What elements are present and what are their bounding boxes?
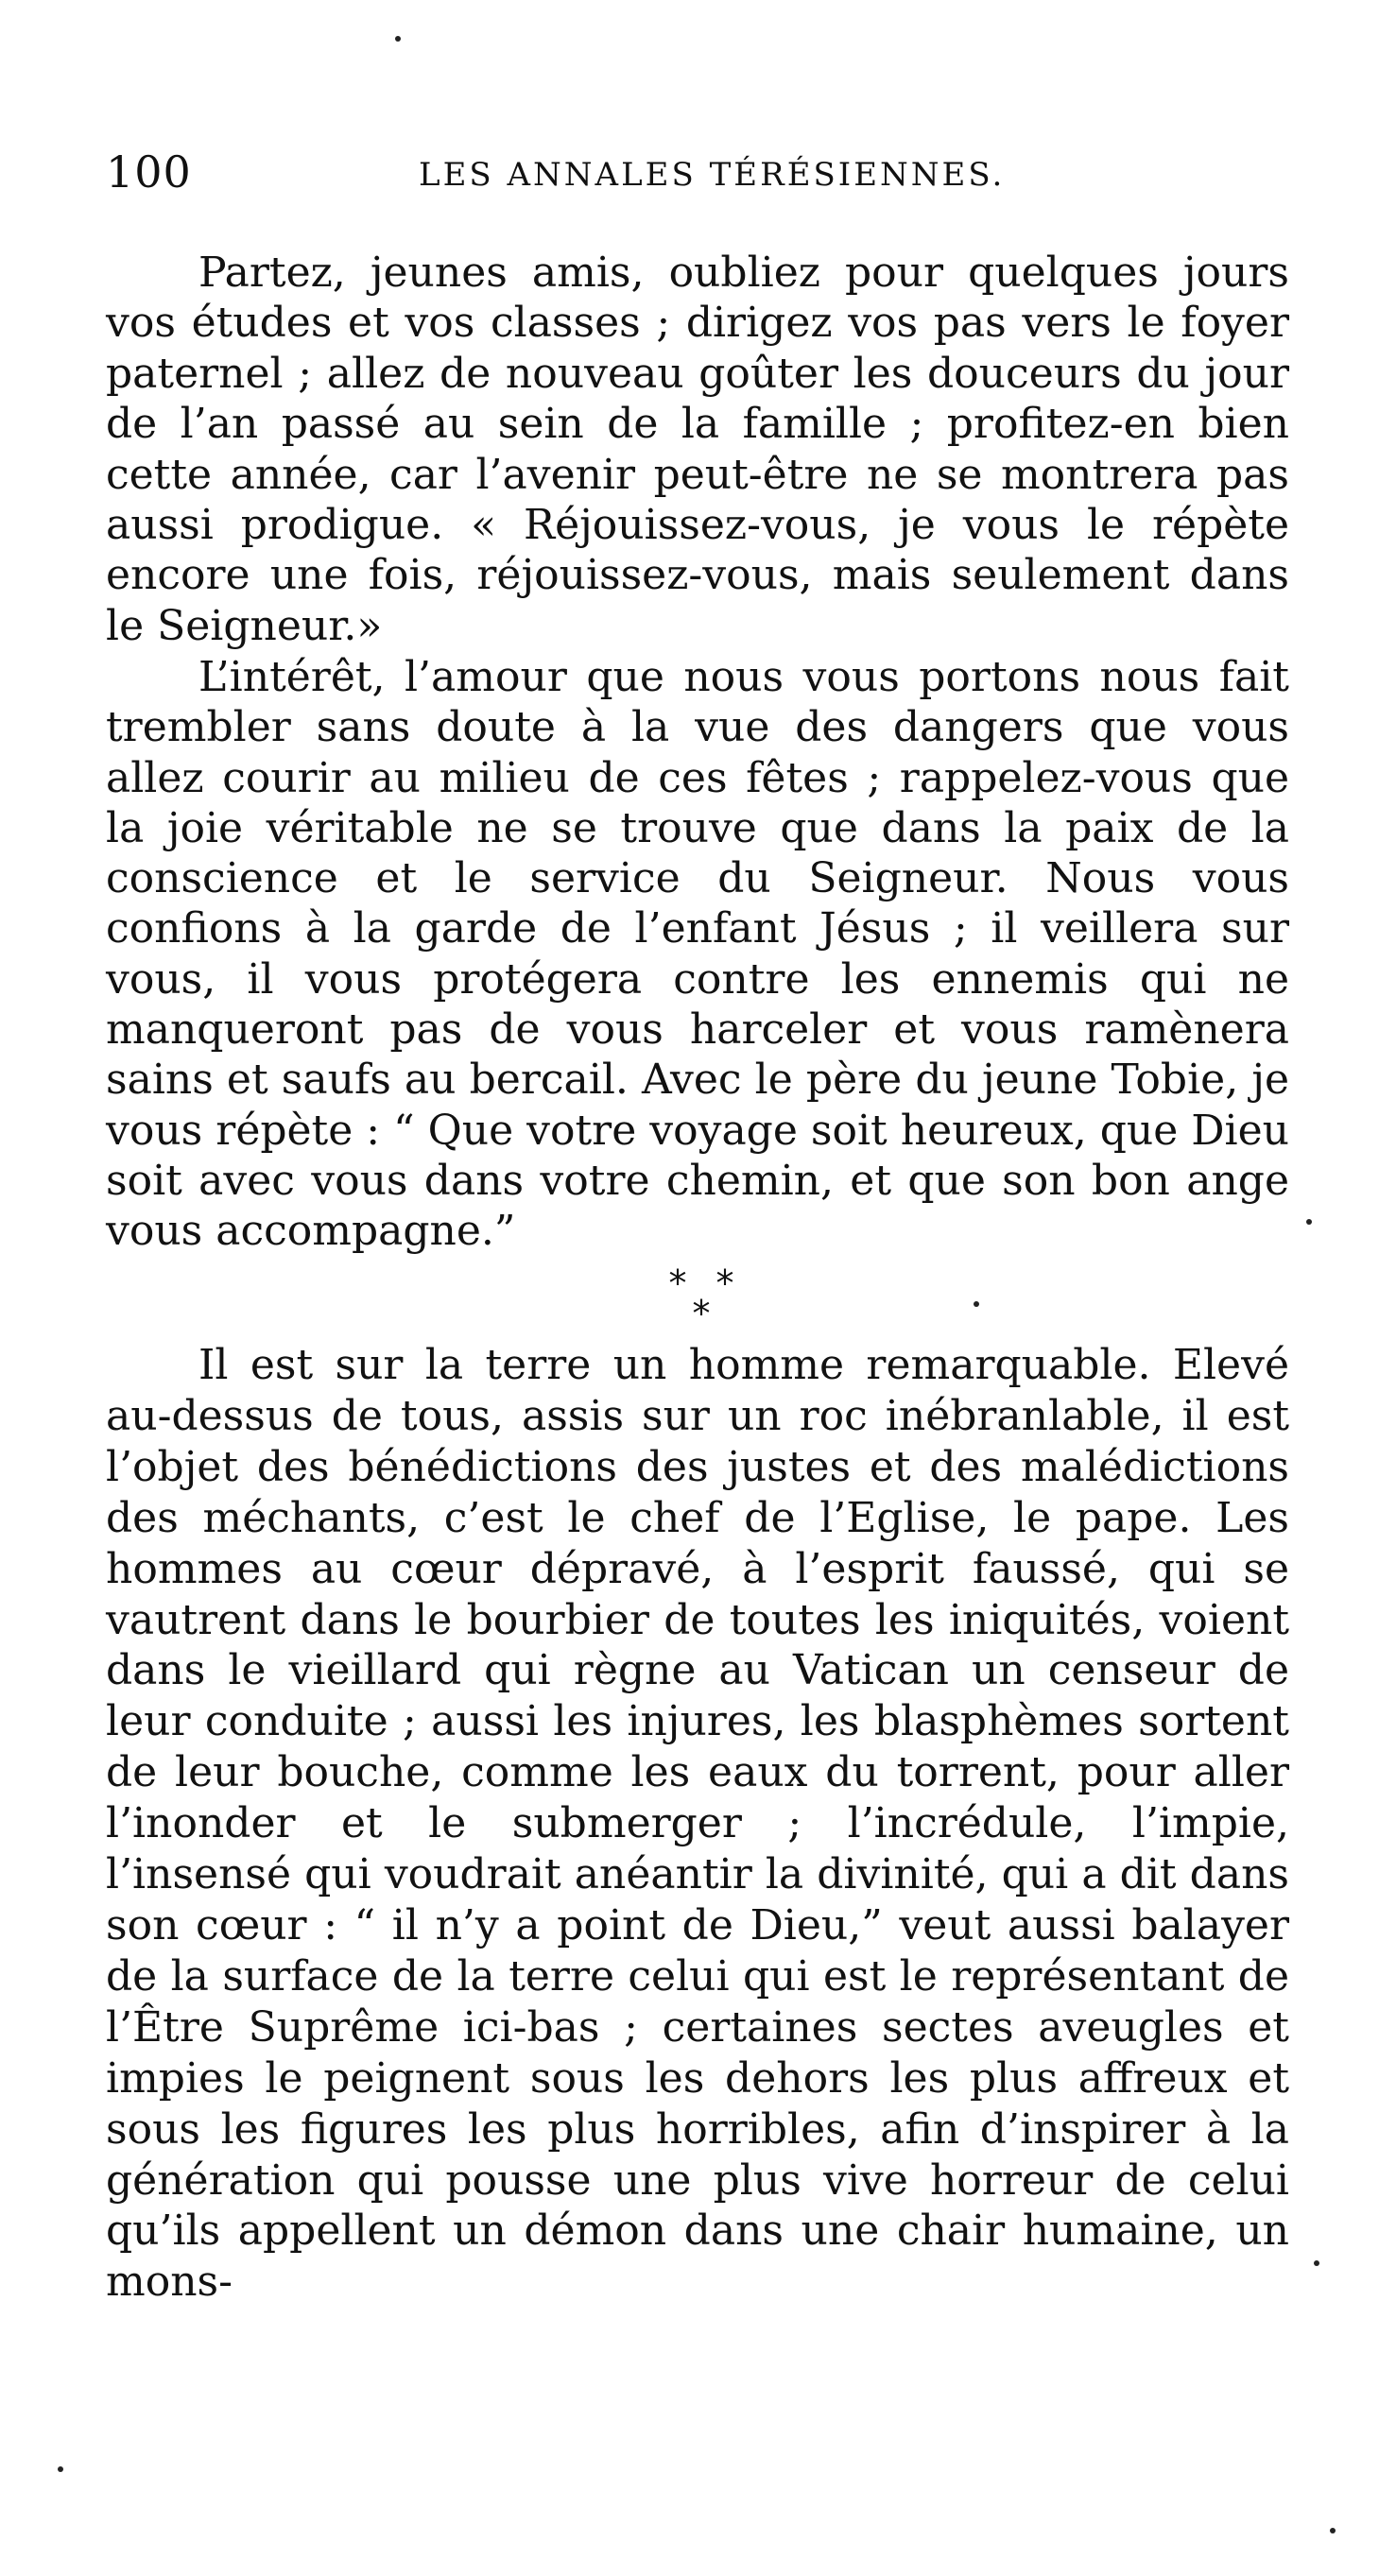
asterism-separator — [626, 1264, 767, 1340]
paragraph-block-3 — [106, 1340, 1289, 2308]
print-speck — [395, 36, 401, 42]
paragraph-block-2 — [106, 652, 1289, 1257]
asterism-star-right: * — [715, 1262, 734, 1304]
paragraph-3: Il est sur la terre un homme remarquable. Elevé au-dessus de tous, assis sur un roc inébranlable, il est l’objet des bénédictions des justes et des malédictions des méchants, c’est le chef de l’Eglise, le pape. Les hommes au cœur dépravé, à l’esprit faussé, qui se vautrent dans le bourbier de toutes les iniquités, voient dans le vieillard qui règne au Vatican un censeur de leur conduite ; aussi les injures, les blasphèmes sortent de leur bouche, comme les eaux du torrent, pour aller l’inonder et le submerger ; l’incrédule, l’impie, l’insensé qui voudrait anéantir la divinité, qui a dit dans son cœur : “ il n’y a point de Dieu,” veut aussi balayer de la surface de la terre celui qui est le représentant de l’Être Suprême ici-bas ; certaines sectes aveugles et impies le peignent sous les dehors les plus affreux et sous les figures les plus horribles, afin d’inspirer à la génération qui pousse une plus vive horreur de celui qu’ils appellent un démon dans une chair humaine, un mons- — [106, 1341, 1289, 2307]
running-title: LES ANNALES TÉRÉSIENNES. — [419, 156, 1006, 194]
page-number: 100 — [106, 146, 192, 197]
running-head — [106, 144, 1268, 210]
asterism-star-bottom: * — [692, 1293, 711, 1334]
paragraph-2: L’intérêt, l’amour que nous vous portons nous fait trembler sans doute à la vue des dangers que vous allez courir au milieu de ces fêtes ; rappelez-vous que la joie véritable ne se trouve que dans la paix de la conscience et le service du Seigneur. Nous vous confions à la garde de l’enfant Jésus ; il veillera sur vous, il vous protégera contre les ennemis qui ne manqueront pas de vous harceler et vous ramènera sains et saufs au bercail. Avec le père du jeune Tobie, je vous répète : “ Que votre voyage soit heureux, que Dieu soit avec vous dans votre chemin, et que son bon ange vous accompagne.” — [106, 653, 1289, 1256]
print-speck — [1306, 1219, 1312, 1225]
paragraph-1: Partez, jeunes amis, oubliez pour quelques jours vos études et vos classes ; dirigez vos pas vers le foyer paternel ; allez de nouveau goûter les douceurs du jour de l’an passé au sein de la famille ; profitez-en bien cette année, car l’avenir peut-être ne se montrera pas aussi prodigue. « Réjouissez-vous, je vous le répète encore une fois, réjouissez-vous, mais seulement dans le Seigneur.» — [106, 249, 1289, 650]
print-speck — [1314, 2260, 1319, 2266]
asterism-star-left: * — [668, 1262, 687, 1304]
print-speck — [974, 1301, 979, 1307]
paragraph-block-1 — [106, 248, 1289, 651]
print-speck — [1330, 2528, 1336, 2533]
print-speck — [58, 2466, 63, 2472]
